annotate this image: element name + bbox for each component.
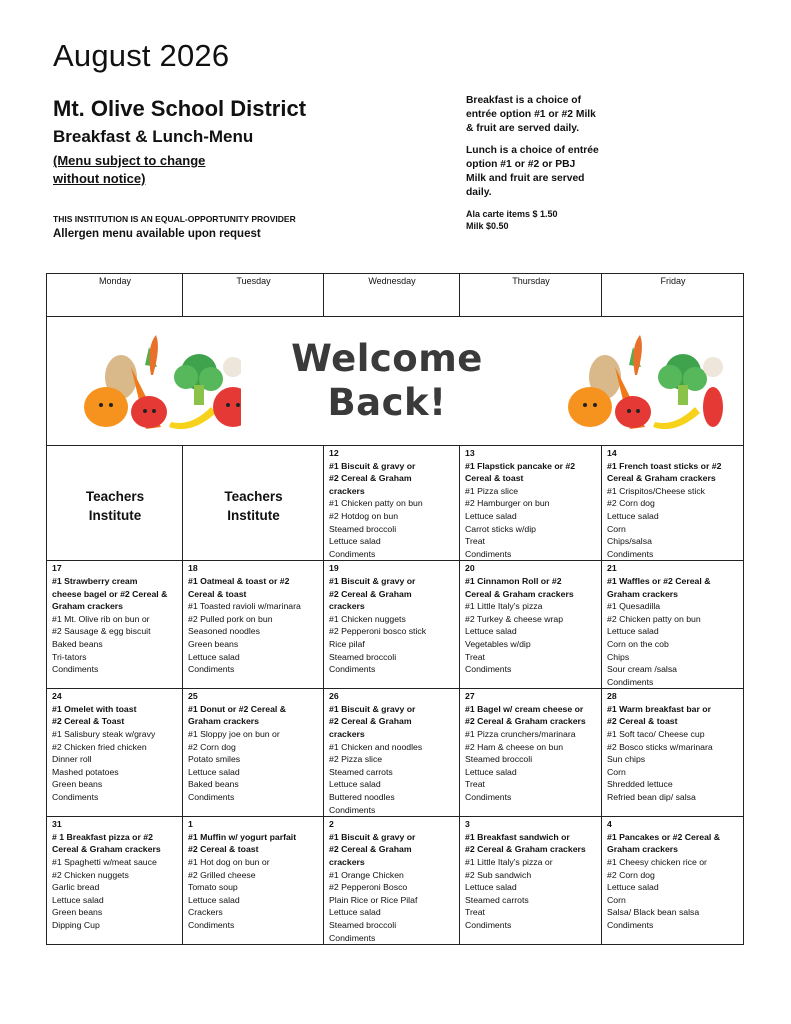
breakfast-option: #1 Biscuit & gravy or: [329, 575, 416, 586]
day-number: 18: [188, 563, 198, 574]
lunch-item: Lettuce salad: [329, 536, 381, 547]
lunch-item: Dipping Cup: [52, 919, 100, 930]
lunch-item: #2 Chicken patty on bun: [607, 613, 701, 624]
day-cell: [324, 446, 460, 561]
lunch-item: Condiments: [329, 548, 376, 559]
lunch-item: #1 Pizza crunchers/marinara: [465, 729, 576, 740]
lunch-item: #1 Salisbury steak w/gravy: [52, 729, 156, 740]
breakfast-option: crackers: [329, 857, 365, 867]
day-cell: [602, 561, 744, 689]
welcome-back-heading: [287, 337, 487, 425]
breakfast-option: Cereal & Graham crackers: [607, 473, 716, 484]
lunch-item: Condiments: [188, 792, 235, 803]
day-header-wednesday: Wednesday: [324, 274, 460, 317]
day-cell-teachers-institute: [47, 446, 183, 561]
district-name: Mt. Olive School District: [53, 96, 307, 121]
lunch-item: Steamed broccoli: [329, 523, 397, 534]
lunch-item: #1 Chicken and noodles: [329, 741, 423, 752]
breakfast-option: Graham crackers: [607, 588, 678, 599]
day-cell: [183, 817, 324, 945]
lunch-item: Tomato soup: [188, 882, 238, 893]
breakfast-option: #1 Biscuit & gravy or: [329, 703, 416, 714]
day-header-thursday: Thursday: [460, 274, 602, 317]
breakfast-option: # 1 Breakfast pizza or #2: [52, 831, 153, 842]
back-word: Back!: [327, 381, 447, 424]
vegetables-illustration-right: [545, 327, 725, 437]
day-header-tuesday: Tuesday: [183, 274, 324, 317]
menu-subtitle: Breakfast & Lunch-Menu: [53, 127, 254, 146]
day-cell: [460, 446, 602, 561]
lunch-item: Lettuce salad: [188, 766, 240, 777]
day-cell: [183, 689, 324, 817]
day-number: 21: [607, 563, 617, 574]
lunch-item: #2 Corn dog: [607, 869, 655, 880]
day-cell: [460, 561, 602, 689]
day-header-monday: Monday: [47, 274, 183, 317]
breakfast-option: Graham crackers: [607, 844, 678, 855]
day-number: 4: [607, 819, 612, 830]
lunch-item: Steamed broccoli: [465, 754, 533, 765]
lunch-item: #2 Corn dog: [607, 498, 655, 509]
lunch-item: #1 Little Italy's pizza: [465, 601, 543, 612]
lunch-item: Condiments: [465, 919, 512, 930]
lunch-item: Lettuce salad: [607, 510, 659, 521]
lunch-item: Mashed potatoes: [52, 766, 119, 777]
breakfast-option: #2 Cereal & Graham crackers: [465, 844, 586, 855]
lunch-item: Lettuce salad: [465, 626, 517, 637]
breakfast-option: crackers: [329, 485, 365, 496]
day-header-row: [47, 274, 744, 317]
lunch-item: #1 Crispitos/Cheese stick: [607, 485, 706, 496]
breakfast-option: #1 Bagel w/ cream cheese or: [465, 703, 584, 714]
lunch-milk-note: Milk and fruit are served daily.: [466, 173, 585, 198]
day-cell: [324, 817, 460, 945]
welcome-banner-row: [47, 317, 744, 446]
lunch-item: Lettuce salad: [188, 894, 240, 905]
day-number: 31: [52, 819, 62, 830]
lunch-item: Chips/salsa: [607, 536, 652, 547]
lunch-item: #1 Cheesy chicken rice or: [607, 857, 707, 867]
lunch-item: Lettuce salad: [329, 779, 381, 790]
lunch-item: Chips: [607, 651, 630, 662]
breakfast-option: Cereal & Graham crackers: [52, 844, 161, 855]
lunch-item: Corn on the cob: [607, 638, 669, 649]
breakfast-option: #2 Cereal & Graham: [329, 844, 412, 855]
day-cell-teachers-institute: [183, 446, 324, 561]
lunch-item: Refried bean dip/ salsa: [607, 792, 696, 803]
lunch-item: Lettuce salad: [465, 766, 517, 777]
lunch-item: #1 Spaghetti w/meat sauce: [52, 857, 157, 867]
day-number: 26: [329, 691, 339, 702]
change-notice-line1: (Menu subject to change: [53, 153, 206, 168]
day-cell: [324, 689, 460, 817]
allergen-notice: Allergen menu available upon request: [53, 228, 261, 240]
breakfast-option: #1 Cinnamon Roll or #2: [465, 575, 562, 586]
day-cell: [324, 561, 460, 689]
day-number: 24: [52, 691, 62, 702]
institute-label: Institute: [88, 508, 142, 523]
day-cell: [602, 817, 744, 945]
lunch-item: Rice pilaf: [329, 638, 365, 649]
breakfast-option: cheese bagel or #2 Cereal &: [52, 588, 168, 599]
menu-calendar: [46, 273, 744, 945]
breakfast-option: #1 Flapstick pancake or #2: [465, 460, 576, 471]
day-cell: [183, 561, 324, 689]
lunch-item: #2 Sausage & egg biscuit: [52, 626, 151, 637]
breakfast-option: #2 Cereal & Toast: [52, 716, 125, 727]
breakfast-option: #2 Cereal & toast: [188, 844, 259, 855]
lunch-item: #1 Chicken nuggets: [329, 613, 406, 624]
lunch-item: #2 Pulled pork on bun: [188, 613, 273, 624]
lunch-item: Lettuce salad: [52, 894, 104, 905]
day-cell: [47, 817, 183, 945]
breakfast-option: #2 Cereal & Graham: [329, 716, 412, 727]
lunch-item: Salsa/ Black bean salsa: [607, 907, 700, 918]
lunch-item: Tri-tators: [52, 651, 87, 662]
lunch-item: Sun chips: [607, 754, 646, 765]
lunch-item: Condiments: [607, 919, 654, 930]
lunch-item: Lettuce salad: [607, 882, 659, 893]
lunch-item: Green beans: [52, 907, 103, 918]
change-notice: [53, 152, 205, 188]
lunch-item: Condiments: [329, 804, 376, 815]
day-number: 28: [607, 691, 617, 702]
lunch-item: Crackers: [188, 907, 223, 918]
lunch-item: #2 Hamburger on bun: [465, 498, 550, 509]
welcome-banner: [47, 317, 744, 446]
lunch-item: Condiments: [52, 792, 99, 803]
lunch-item: #2 Chicken fried chicken: [52, 741, 147, 752]
day-number: 17: [52, 563, 62, 574]
lunch-item: Condiments: [329, 932, 376, 943]
day-number: 27: [465, 691, 475, 702]
day-number: 1: [188, 819, 193, 830]
day-cell: [460, 817, 602, 945]
lunch-item: Corn: [607, 894, 626, 905]
breakfast-option: Graham crackers: [52, 601, 123, 612]
lunch-item: #1 Orange Chicken: [329, 869, 404, 880]
lunch-item: Seasoned noodles: [188, 626, 260, 637]
change-notice-line2: without notice): [53, 171, 146, 186]
week-row: [47, 817, 744, 945]
lunch-item: Treat: [465, 536, 485, 547]
lunch-item: Lettuce salad: [188, 651, 240, 662]
lunch-item: #2 Bosco sticks w/marinara: [607, 741, 713, 752]
lunch-item: #2 Grilled cheese: [188, 869, 256, 880]
breakfast-option: #1 Oatmeal & toast or #2: [188, 575, 290, 586]
breakfast-option: #1 Omelet with toast: [52, 703, 137, 714]
week-row: [47, 689, 744, 817]
lunch-item: Corn: [607, 766, 626, 777]
equal-opportunity-notice: THIS INSTITUTION IS AN EQUAL-OPPORTUNITY PROVIDER: [53, 214, 296, 224]
breakfast-option: #1 Biscuit & gravy or: [329, 460, 416, 471]
lunch-item: Steamed broccoli: [329, 919, 397, 930]
lunch-item: #1 Pizza slice: [465, 485, 519, 496]
breakfast-option: #1 Waffles or #2 Cereal &: [607, 575, 711, 586]
day-number: 13: [465, 448, 475, 458]
lunch-item: #1 Quesadilla: [607, 601, 661, 612]
breakfast-option: Cereal & toast: [465, 473, 524, 484]
breakfast-option: #1 Donut or #2 Cereal &: [188, 703, 287, 714]
breakfast-option: #1 Biscuit & gravy or: [329, 831, 416, 842]
breakfast-option: #1 Strawberry cream: [52, 575, 138, 586]
breakfast-note: Breakfast is a choice of entrée option #1 or #2 Milk & fruit are served daily.: [466, 95, 596, 134]
day-cell: [47, 561, 183, 689]
day-number: 20: [465, 563, 475, 574]
day-cell: [602, 446, 744, 561]
lunch-item: Lettuce salad: [607, 626, 659, 637]
lunch-note: Lunch is a choice of entrée option #1 or #2 or PBJ: [466, 145, 599, 170]
lunch-item: #1 Chicken patty on bun: [329, 498, 423, 509]
lunch-item: Vegetables w/dip: [465, 638, 531, 649]
lunch-item: #1 Hot dog on bun or: [188, 857, 270, 867]
breakfast-option: #2 Cereal & Graham: [329, 473, 412, 484]
lunch-item: Steamed carrots: [465, 894, 529, 905]
lunch-item: Condiments: [607, 548, 654, 559]
lunch-item: #2 Chicken nuggets: [52, 869, 129, 880]
welcome-word: Welcome: [291, 337, 483, 380]
lunch-item: Baked beans: [52, 638, 103, 649]
lunch-item: Garlic bread: [52, 882, 100, 893]
lunch-item: #2 Pepperoni bosco stick: [329, 626, 427, 637]
month-title: August 2026: [53, 38, 230, 73]
vegetables-illustration-left: [61, 327, 241, 437]
day-cell: [602, 689, 744, 817]
lunch-item: Lettuce salad: [329, 907, 381, 918]
week-row: [47, 561, 744, 689]
lunch-item: Treat: [465, 907, 485, 918]
milk-price: Milk $0.50: [466, 221, 509, 231]
lunch-item: #2 Corn dog: [188, 741, 236, 752]
lunch-item: #1 Soft taco/ Cheese cup: [607, 729, 705, 740]
lunch-item: Baked beans: [188, 779, 239, 790]
lunch-item: Treat: [465, 779, 485, 790]
lunch-item: #2 Hotdog on bun: [329, 510, 399, 521]
lunch-item: Condiments: [52, 664, 99, 675]
breakfast-option: crackers: [329, 601, 365, 612]
breakfast-option: #1 Muffin w/ yogurt parfait: [188, 831, 297, 842]
breakfast-option: #1 Breakfast sandwich or: [465, 831, 570, 842]
breakfast-option: crackers: [329, 729, 365, 740]
breakfast-option: Cereal & Graham crackers: [465, 588, 574, 599]
lunch-item: Lettuce salad: [465, 510, 517, 521]
lunch-item: Lettuce salad: [465, 882, 517, 893]
lunch-item: Condiments: [607, 676, 654, 687]
day-header-friday: Friday: [602, 274, 744, 317]
lunch-item: Potato smiles: [188, 754, 241, 765]
lunch-item: Carrot sticks w/dip: [465, 523, 536, 534]
breakfast-option: #1 French toast sticks or #2: [607, 460, 722, 471]
lunch-item: Green beans: [52, 779, 103, 790]
lunch-item: Corn: [607, 523, 626, 534]
lunch-item: Condiments: [188, 664, 235, 675]
breakfast-option: Cereal & toast: [188, 588, 247, 599]
lunch-item: Dinner roll: [52, 754, 92, 765]
lunch-item: Condiments: [465, 548, 512, 559]
lunch-item: Green beans: [188, 638, 239, 649]
lunch-item: Buttered noodles: [329, 792, 395, 803]
lunch-item: Treat: [465, 651, 485, 662]
lunch-item: #1 Sloppy joe on bun or: [188, 729, 280, 740]
teachers-label: Teachers: [224, 489, 283, 504]
lunch-item: #1 Little Italy's pizza or: [465, 857, 553, 867]
lunch-item: Condiments: [188, 919, 235, 930]
ala-carte-price: Ala carte items $ 1.50: [466, 209, 558, 219]
lunch-item: #1 Toasted ravioli w/marinara: [188, 601, 301, 612]
day-number: 19: [329, 563, 339, 574]
lunch-item: #2 Pizza slice: [329, 754, 383, 765]
day-number: 3: [465, 819, 470, 830]
day-cell: [47, 689, 183, 817]
lunch-item: Steamed carrots: [329, 766, 393, 777]
lunch-item: Condiments: [465, 664, 512, 675]
lunch-item: #1 Mt. Olive rib on bun or: [52, 613, 150, 624]
week-row: [47, 446, 744, 561]
lunch-item: Plain Rice or Rice Pilaf: [329, 894, 418, 905]
breakfast-option: Graham crackers: [188, 716, 259, 727]
breakfast-option: #1 Warm breakfast bar or: [607, 703, 711, 714]
day-cell: [460, 689, 602, 817]
breakfast-option: #2 Cereal & Graham: [329, 588, 412, 599]
lunch-item: #2 Turkey & cheese wrap: [465, 613, 564, 624]
day-number: 14: [607, 448, 617, 458]
lunch-item: #2 Sub sandwich: [465, 869, 532, 880]
lunch-item: Condiments: [329, 664, 376, 675]
day-number: 2: [329, 819, 334, 830]
institute-label: Institute: [227, 508, 280, 523]
meal-notes: [466, 94, 606, 232]
day-number: 12: [329, 448, 339, 458]
lunch-item: Sour cream /salsa: [607, 664, 678, 675]
lunch-item: Condiments: [465, 792, 512, 803]
breakfast-option: #2 Cereal & Graham crackers: [465, 716, 586, 727]
lunch-item: Shredded lettuce: [607, 779, 673, 790]
breakfast-option: #2 Cereal & toast: [607, 716, 678, 727]
lunch-item: #2 Ham & cheese on bun: [465, 741, 564, 752]
day-number: 25: [188, 691, 198, 702]
teachers-label: Teachers: [85, 489, 145, 504]
breakfast-option: #1 Pancakes or #2 Cereal &: [607, 831, 721, 842]
lunch-item: Steamed broccoli: [329, 651, 397, 662]
lunch-item: #2 Pepperoni Bosco: [329, 882, 408, 893]
